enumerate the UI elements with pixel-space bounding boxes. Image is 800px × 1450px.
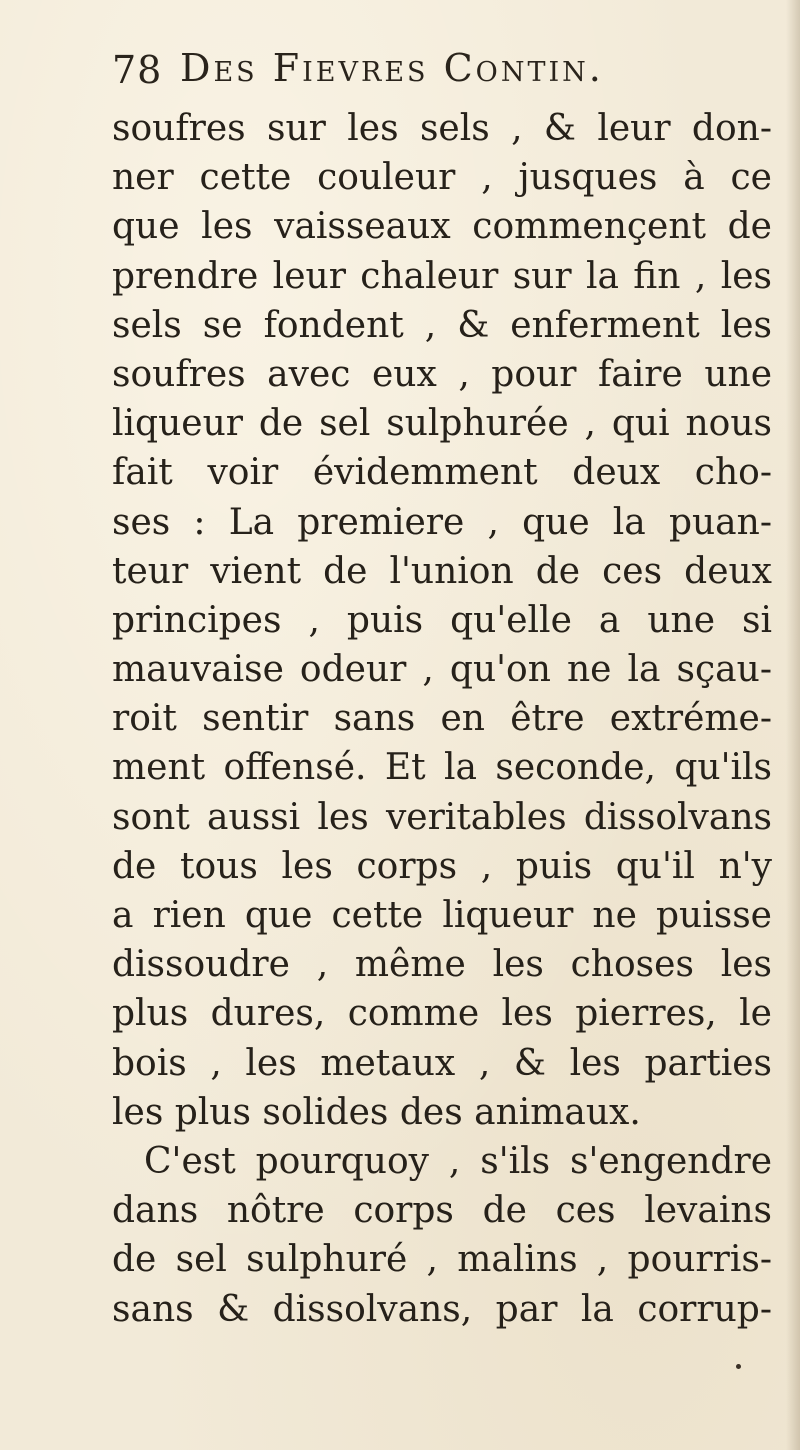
text-line-4: prendre leur chaleur sur la fin , les	[112, 255, 772, 297]
text-line-13: roit sentir sans en être extréme-	[112, 698, 772, 740]
text-line-9: ses : La premiere , que la puan-	[112, 501, 772, 543]
text-line-19: plus dures, comme les pierres, le	[112, 993, 772, 1035]
text-line-1: soufres sur les sels , & leur don-	[112, 108, 772, 149]
text-line-15: sont aussi les veritables dissolvans	[112, 796, 772, 838]
text-line-14: ment offensé. Et la seconde, qu'ils	[112, 747, 772, 789]
text-line-10: teur vient de l'union de ces deux	[112, 550, 772, 592]
text-line-20: bois , les metaux , & les parties	[112, 1042, 772, 1084]
text-line-7: liqueur de sel sulphurée , qui nous	[112, 403, 772, 445]
text-line-16: de tous les corps , puis qu'il n'y	[112, 845, 772, 887]
text-line-18: dissoudre , même les choses les	[112, 944, 772, 986]
text-line-5: sels se fondent , & enferment les	[112, 304, 772, 346]
text-line-25: sans & dissolvans, par la corrup-	[112, 1288, 772, 1330]
running-header	[112, 44, 772, 100]
text-line-6: soufres avec eux , pour faire une	[112, 353, 772, 395]
text-line-8: fait voir évidemment deux cho-	[112, 452, 772, 494]
page-edge-shadow	[786, 0, 800, 1450]
text-line-24: de sel sulphuré , malins , pourris-	[112, 1239, 772, 1281]
text-line-21: les plus solides des animaux.	[112, 1091, 641, 1133]
ink-speck	[736, 1364, 741, 1369]
body-text	[112, 104, 772, 1334]
text-line-11: principes , puis qu'elle a une si	[112, 599, 772, 641]
text-line-12: mauvaise odeur , qu'on ne la sçau-	[112, 649, 772, 691]
running-title: Des Fievres Contin.	[180, 46, 604, 90]
text-line-3: que les vaisseaux commençent de	[112, 206, 772, 248]
text-line-2: ner cette couleur , jusques à ce	[112, 157, 772, 199]
text-line-17: a rien que cette liqueur ne puisse	[112, 895, 772, 936]
text-line-23: dans nôtre corps de ces levains	[112, 1190, 772, 1232]
page-number: 78	[112, 48, 163, 92]
text-line-22: C'est pourquoy , s'ils s'engendre	[144, 1140, 772, 1182]
